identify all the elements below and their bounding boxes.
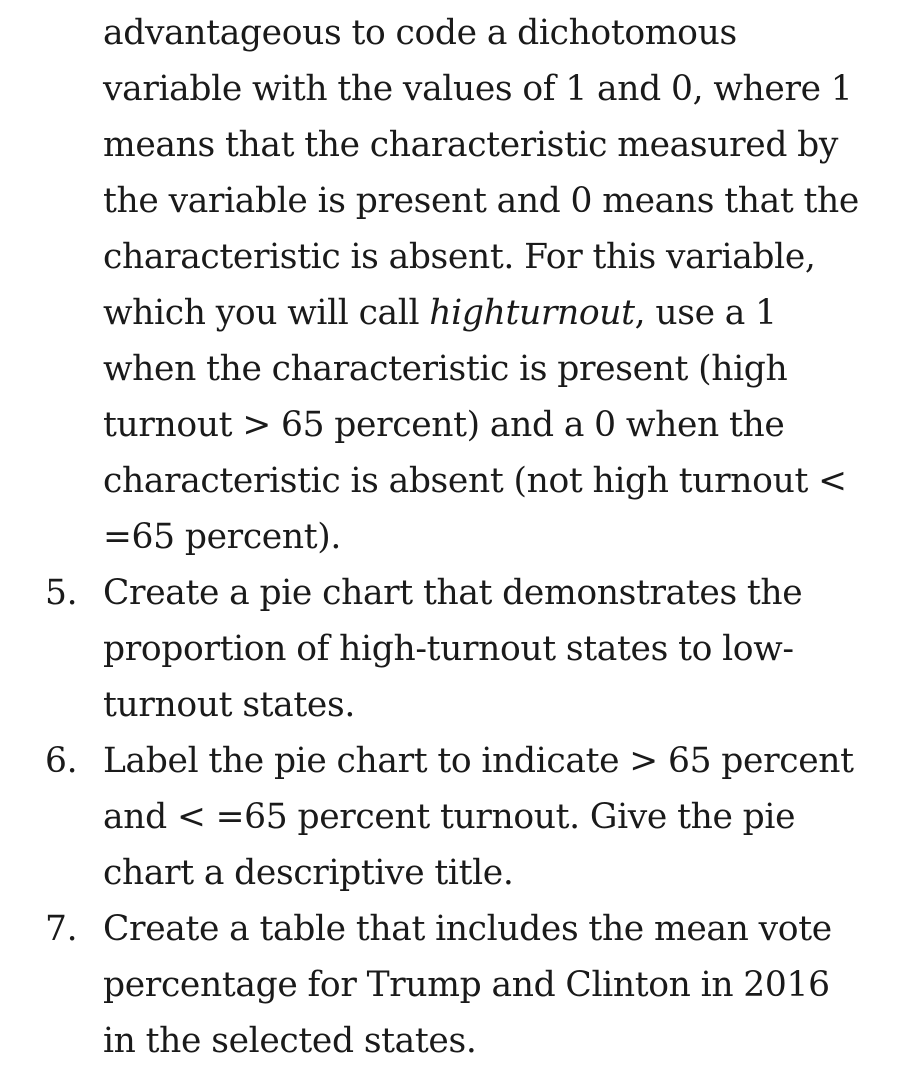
step-text-line: and < =65 percent turnout. Give the pie (103, 797, 796, 837)
text-line: means that the characteristic measured by (103, 125, 839, 165)
text-segment: , use a 1 (634, 293, 777, 333)
variable-name: highturnout (429, 293, 635, 333)
step-text-line: chart a descriptive title. (103, 853, 514, 893)
step-text-line: percentage for Trump and Clinton in 2016 (103, 965, 830, 1005)
text-line: when the characteristic is present (high (103, 349, 788, 389)
step-text-line: proportion of high-turnout states to low- (103, 629, 794, 669)
text-line: =65 percent). (103, 517, 341, 557)
step-number: 5. (45, 573, 78, 613)
text-line: turnout > 65 percent) and a 0 when the (103, 405, 785, 445)
text-line-with-variable (103, 285, 903, 341)
steps-list (0, 565, 922, 1069)
step-text-line: Label the pie chart to indicate > 65 percent (103, 741, 854, 781)
step-item-5 (45, 565, 903, 733)
text-line: characteristic is absent. For this variable, (103, 237, 816, 277)
text-line: variable with the values of 1 and 0, where 1 (103, 69, 853, 109)
step-text-line: Create a pie chart that demonstrates the (103, 573, 803, 613)
text-segment: which you will call (103, 293, 420, 333)
step-item-7 (45, 901, 903, 1069)
text-line: advantageous to code a dichotomous (103, 13, 737, 53)
document-page (0, 5, 922, 1069)
step-text-line: in the selected states. (103, 1021, 477, 1061)
step-number: 6. (45, 741, 78, 781)
step-item-6 (45, 733, 903, 901)
step-text-line: Create a table that includes the mean vote (103, 909, 832, 949)
text-line: the variable is present and 0 means that the (103, 181, 859, 221)
step-text-line: turnout states. (103, 685, 355, 725)
text-line: characteristic is absent (not high turnout < (103, 461, 847, 501)
intro-paragraph (103, 5, 903, 565)
step-number: 7. (45, 909, 78, 949)
